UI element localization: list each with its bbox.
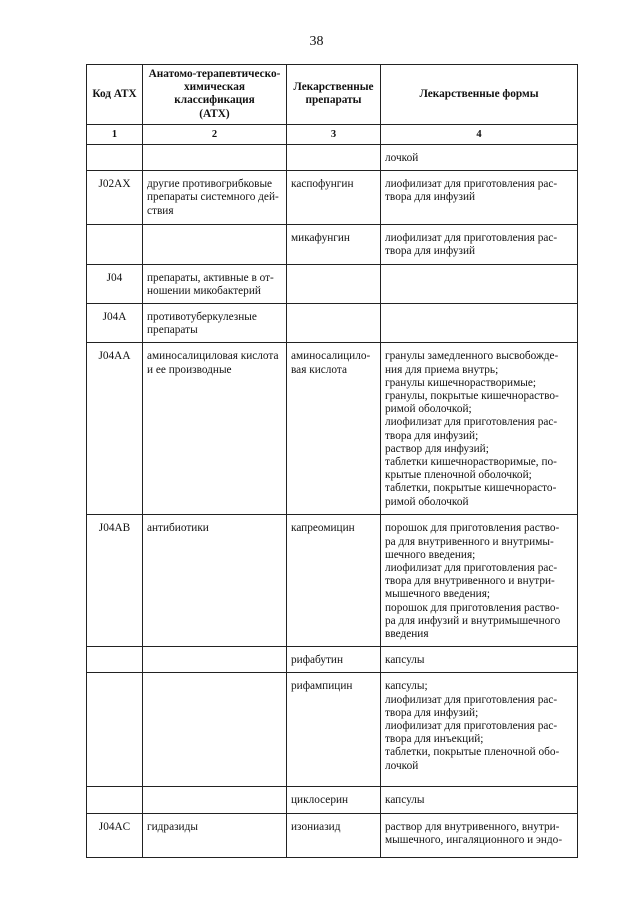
table-row bbox=[87, 787, 578, 813]
classification-cell bbox=[143, 225, 287, 264]
atx-code-cell: J04AA bbox=[87, 343, 143, 515]
dosage-forms-cell: капсулы bbox=[381, 787, 578, 813]
drug-name-cell bbox=[287, 145, 381, 171]
classification-cell: препараты, активные в от- ношении микобактерий bbox=[143, 264, 287, 303]
drug-name-cell: аминосалицило- вая кислота bbox=[287, 343, 381, 515]
drug-name-cell: микафунгин bbox=[287, 225, 381, 264]
table-row bbox=[87, 225, 578, 264]
table-row bbox=[87, 813, 578, 857]
drug-name-cell: капреомицин bbox=[287, 515, 381, 647]
drug-name-cell bbox=[287, 264, 381, 303]
classification-cell: противотуберкулезные препараты bbox=[143, 304, 287, 343]
classification-cell: гидразиды bbox=[143, 813, 287, 857]
dosage-forms-cell bbox=[381, 304, 578, 343]
atx-table bbox=[86, 64, 578, 858]
page-number: 38 bbox=[309, 34, 324, 49]
atx-code-cell bbox=[87, 145, 143, 171]
table-row bbox=[87, 145, 578, 171]
drug-name-cell: рифабутин bbox=[287, 647, 381, 673]
table-row bbox=[87, 515, 578, 647]
atx-code-cell bbox=[87, 225, 143, 264]
header-classification: Анатомо-терапевтическо- химическая классификация (АТХ) bbox=[143, 65, 287, 125]
atx-code-cell: J04AC bbox=[87, 813, 143, 857]
drug-name-cell: изониазид bbox=[287, 813, 381, 857]
header-drugs: Лекарственные препараты bbox=[287, 65, 381, 125]
classification-cell bbox=[143, 145, 287, 171]
header-row bbox=[87, 65, 578, 125]
dosage-forms-cell: капсулы; лиофилизат для приготовления рас- твора для инфузий; лиофилизат для приготовления рас- твора для инъекций; таблетки, покрытые пленочной обо- лочкой bbox=[381, 673, 578, 787]
table-row bbox=[87, 343, 578, 515]
drug-name-cell: рифампицин bbox=[287, 673, 381, 787]
atx-code-cell bbox=[87, 787, 143, 813]
atx-code-cell bbox=[87, 647, 143, 673]
atx-code-cell: J04 bbox=[87, 264, 143, 303]
classification-cell bbox=[143, 673, 287, 787]
table-row bbox=[87, 171, 578, 225]
table-row bbox=[87, 673, 578, 787]
column-number: 4 bbox=[381, 124, 578, 144]
dosage-forms-cell: лочкой bbox=[381, 145, 578, 171]
dosage-forms-cell: лиофилизат для приготовления рас- твора для инфузий bbox=[381, 225, 578, 264]
header-forms: Лекарственные формы bbox=[381, 65, 578, 125]
header-code: Код АТХ bbox=[87, 65, 143, 125]
drug-name-cell: каспофунгин bbox=[287, 171, 381, 225]
dosage-forms-cell: капсулы bbox=[381, 647, 578, 673]
atx-code-cell: J04AB bbox=[87, 515, 143, 647]
classification-cell: антибиотики bbox=[143, 515, 287, 647]
dosage-forms-cell: лиофилизат для приготовления рас- твора для инфузий bbox=[381, 171, 578, 225]
column-number: 1 bbox=[87, 124, 143, 144]
drug-name-cell bbox=[287, 304, 381, 343]
table-row bbox=[87, 304, 578, 343]
drug-name-cell: циклосерин bbox=[287, 787, 381, 813]
table-row bbox=[87, 647, 578, 673]
dosage-forms-cell: раствор для внутривенного, внутри- мышечного, ингаляционного и эндо- bbox=[381, 813, 578, 857]
classification-cell bbox=[143, 787, 287, 813]
dosage-forms-cell: гранулы замедленного высвобожде- ния для приема внутрь; гранулы кишечнорастворимые; гранулы, покрытые кишечнораство- римой оболочкой; лиофилизат для приготовления рас- твора для инфузий; раствор для инфузий; таблетки кишечнорастворимые, по- крытые пленочной оболочкой; таблетки, покрытые кишечнорасто- римой оболочкой bbox=[381, 343, 578, 515]
classification-cell: аминосалициловая кислота и ее производные bbox=[143, 343, 287, 515]
classification-cell bbox=[143, 647, 287, 673]
column-number-row bbox=[87, 124, 578, 144]
atx-code-cell: J02AX bbox=[87, 171, 143, 225]
dosage-forms-cell bbox=[381, 264, 578, 303]
column-number: 2 bbox=[143, 124, 287, 144]
dosage-forms-cell: порошок для приготовления раство- ра для внутривенного и внутримы- шечного введения; лиофилизат для приготовления рас- твора для внутривенного и внутри- мышечного введения; порошок для приготовления раство- ра для инфузий и внутримышечного введения bbox=[381, 515, 578, 647]
table-row bbox=[87, 264, 578, 303]
column-number: 3 bbox=[287, 124, 381, 144]
atx-code-cell bbox=[87, 673, 143, 787]
classification-cell: другие противогрибковые препараты системного дей- ствия bbox=[143, 171, 287, 225]
atx-code-cell: J04A bbox=[87, 304, 143, 343]
